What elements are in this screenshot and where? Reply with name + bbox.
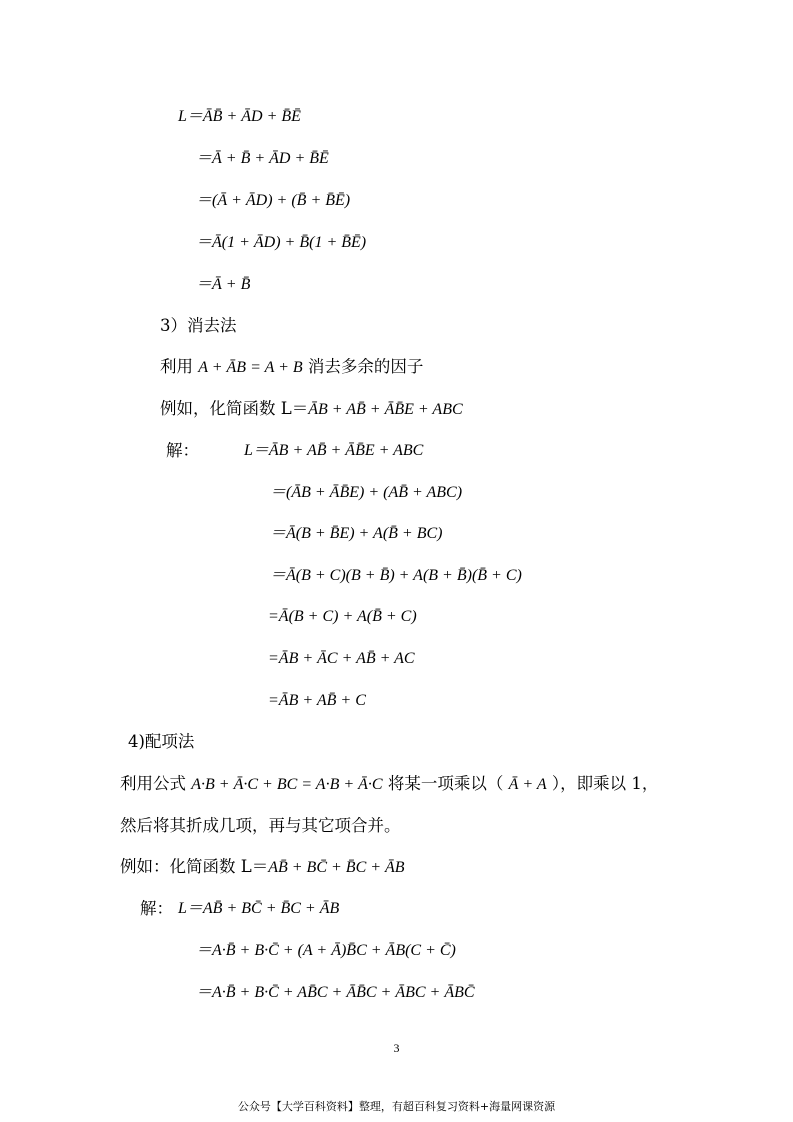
equation-line: L＝AB̄ + BC̄ + B̄C + ĀB	[178, 900, 340, 917]
rule-line-2: 然后将其折成几项，再与其它项合并。	[120, 816, 401, 835]
example-prefix: 例如：化简函数 L＝	[120, 857, 269, 876]
rule-middle: 将某一项乘以（	[382, 774, 509, 793]
rule-formula: A + ĀB = A + B	[198, 359, 303, 376]
example-formula: AB̄ + BC̄ + B̄C + ĀB	[268, 859, 405, 876]
solution-label: 解：	[166, 441, 199, 460]
rule-line	[160, 356, 423, 379]
equation-line: ＝Ā + B̄ + ĀD + B̄Ē	[196, 150, 329, 167]
equation-line: ＝(ĀB + ĀB̄E) + (AB̄ + ABC)	[270, 484, 463, 501]
example-line	[120, 856, 405, 879]
equation-line: L＝ĀB + AB̄ + ĀB̄E + ABC	[244, 442, 424, 459]
equation-line: ＝A·B̄ + B·C̄ + AB̄C + ĀB̄C + ĀBC + ĀBC̄	[196, 984, 475, 1001]
rule-suffix: 消去多余的因子	[302, 357, 424, 376]
rule-prefix: 利用公式	[120, 774, 192, 793]
rule-formula: A·B + Ā·C + BC = A·B + Ā·C	[191, 776, 383, 793]
rule-factor: Ā + A	[508, 776, 547, 793]
equation-line: ＝Ā(B + C)(B + B̄) + A(B + B̄)(B̄ + C)	[270, 567, 522, 584]
equation-line: L＝ĀB̄ + ĀD + B̄Ē	[178, 108, 301, 125]
example-line	[160, 398, 463, 421]
equation-line: ＝A·B̄ + B·C̄ + (A + Ā)B̄C + ĀB(C + C̄)	[196, 942, 456, 959]
equation-line: =Ā(B + C) + A(B̄ + C)	[268, 608, 417, 625]
rule-suffix: ），即乘以 1，	[546, 774, 659, 793]
example-prefix: 例如，化简函数 L＝	[160, 399, 309, 418]
section-heading: 4)配项法	[128, 732, 195, 751]
page-number: 3	[393, 1041, 400, 1055]
section-heading: 3）消去法	[160, 316, 237, 335]
equation-line: ＝Ā(B + B̄E) + A(B̄ + BC)	[270, 525, 443, 542]
rule-prefix: 利用	[160, 357, 199, 376]
equation-line: =ĀB + AB̄ + C	[268, 692, 366, 709]
footer-note: 公众号【大学百科资料】整理，有超百科复习资料+海量网课资源	[237, 1100, 556, 1113]
equation-line: ＝Ā(1 + ĀD) + B̄(1 + B̄Ē)	[196, 234, 367, 251]
equation-line: ＝(Ā + ĀD) + (B̄ + B̄Ē)	[196, 192, 351, 209]
rule-line	[120, 773, 658, 796]
equation-line: =ĀB + ĀC + AB̄ + AC	[268, 650, 415, 667]
equation-line: ＝Ā + B̄	[196, 276, 251, 293]
example-formula: ĀB + AB̄ + ĀB̄E + ABC	[308, 401, 463, 418]
solution-label: 解：	[140, 899, 173, 918]
